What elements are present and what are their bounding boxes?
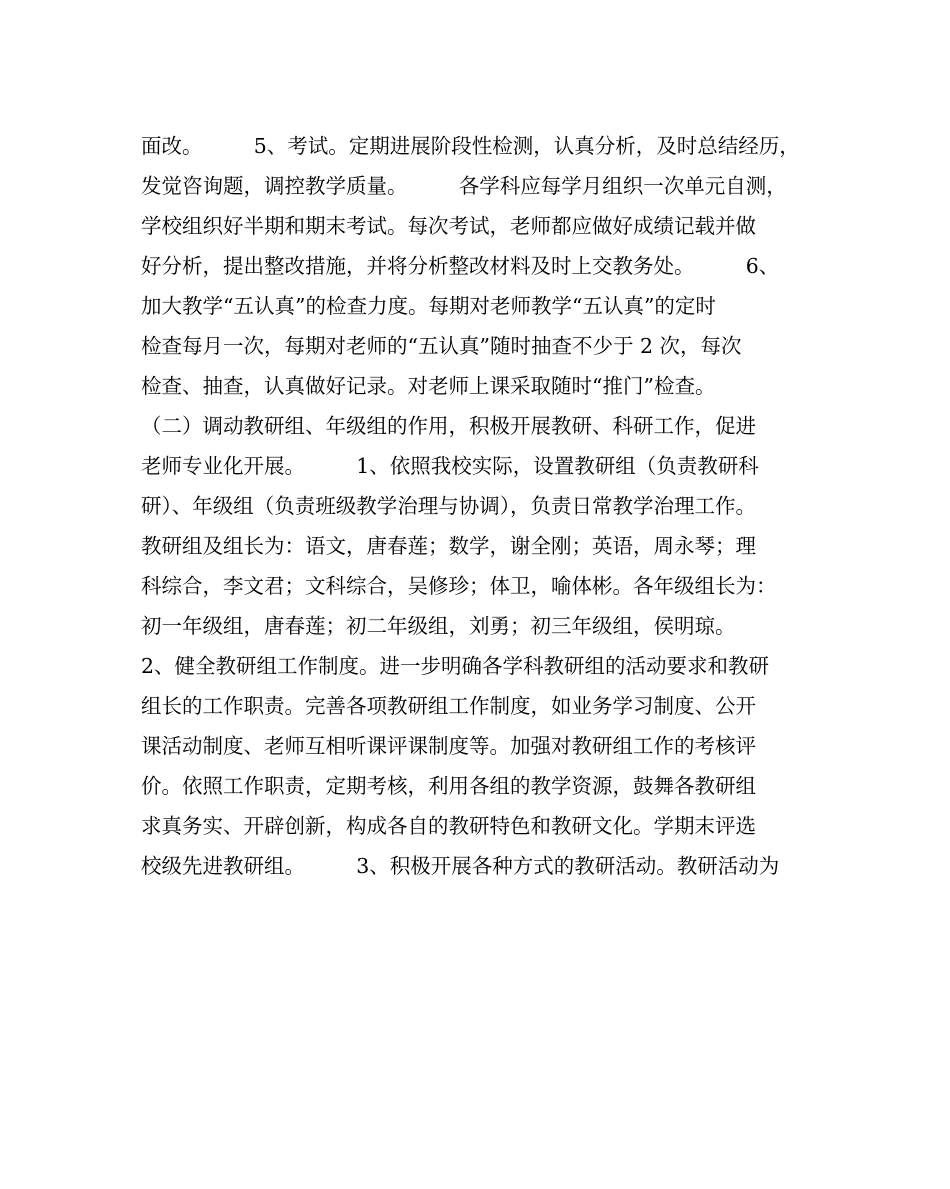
text-line: 组长的工作职责。完善各项教研组工作制度，如业务学习制度、公开 xyxy=(141,694,756,718)
text-line: 检查每月一次，每期对老师的“五认真”随时抽查不少于 2 次，每次 xyxy=(141,334,742,358)
text-line: 发觉咨询题，调控教学质量。 各学科应每学月组织一次单元自测， xyxy=(141,174,787,198)
text-line: 科综合，李文君；文科综合，吴修珍；体卫，喻体彬。各年级组长为： xyxy=(141,574,777,598)
text-line: 校级先进教研组。 3、积极开展各种方式的教研活动。教研活动为 xyxy=(141,854,780,878)
text-line: 课活动制度、老师互相听课评课制度等。加强对教研组工作的考核评 xyxy=(141,734,756,758)
text-line: 研）、年级组（负责班级教学治理与协调），负责日常教学治理工作。 xyxy=(141,494,756,518)
text-line: （二）调动教研组、年级组的作用，积极开展教研、科研工作，促进 xyxy=(141,414,756,438)
document-body xyxy=(141,126,841,886)
text-line: 加大教学“五认真”的检查力度。每期对老师教学“五认真”的定时 xyxy=(141,294,716,318)
text-line: 求真务实、开辟创新，构成各自的教研特色和教研文化。学期末评选 xyxy=(141,814,756,838)
text-line: 2、健全教研组工作制度。进一步明确各学科教研组的活动要求和教研 xyxy=(141,654,770,678)
text-line: 面改。 5、考试。定期进展阶段性检测，认真分析，及时总结经历， xyxy=(141,134,800,158)
text-line: 检查、抽查，认真做好记录。对老师上课采取随时“推门”检查。 xyxy=(141,374,716,398)
text-line: 学校组织好半期和期末考试。每次考试，老师都应做好成绩记载并做 xyxy=(141,214,756,238)
text-line: 老师专业化开展。 1、依照我校实际，设置教研组（负责教研科 xyxy=(141,454,759,478)
text-line: 初一年级组，唐春莲；初二年级组，刘勇；初三年级组，侯明琼。 xyxy=(141,614,736,638)
text-line: 价。依照工作职责，定期考核，利用各组的教学资源，鼓舞各教研组 xyxy=(141,774,756,798)
text-line: 好分析，提出整改措施，并将分析整改材料及时上交教务处。 6、 xyxy=(141,254,780,278)
text-line: 教研组及组长为：语文，唐春莲；数学，谢全刚；英语，周永琴；理 xyxy=(141,534,756,558)
